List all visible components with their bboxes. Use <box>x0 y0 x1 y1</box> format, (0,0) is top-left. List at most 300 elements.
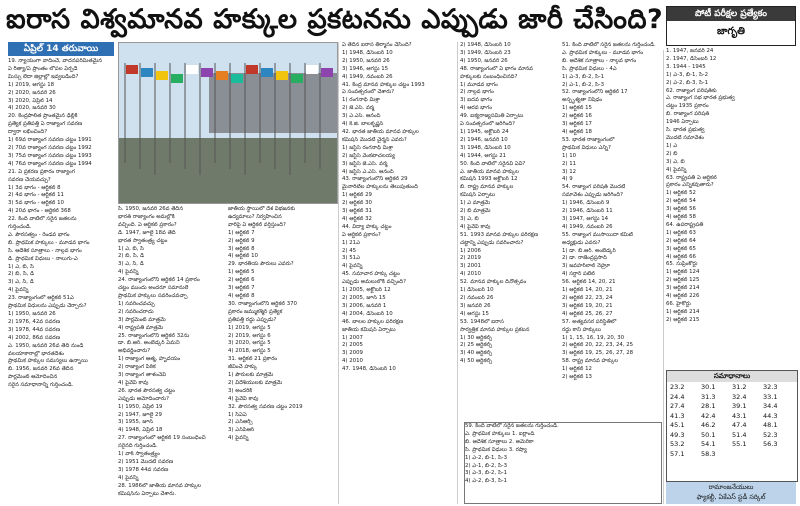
question-line: మైనారిటీల హక్కులను తెలుపుతుంది <box>342 184 418 191</box>
question-line: ఏ తేదీన ఐరాస తీర్మానం చేసింది? <box>342 42 412 48</box>
question-line: 1946 ఏర్పాటు <box>666 119 699 126</box>
question-line: చట్టం 1935 ప్రకారం <box>666 103 709 110</box>
question-line: 4) ఆర్టికల్ 18 <box>562 128 592 135</box>
question-line: 1) ఆర్టికల్ 5 <box>228 269 255 276</box>
question-line: కమిషన్‌ను ఏర్పాటు చేశారు. <box>118 490 177 497</box>
question-line: 3) జస్టిస్ జె.ఎస్. వర్మ <box>342 160 388 167</box>
question-line: సార్వత్రిక మానవ హక్కుల ప్రకటన <box>460 326 530 333</box>
question-line: జీవించే హక్కు <box>228 364 258 371</box>
question-line: 1) ఆర్టికల్ 7 <box>228 229 255 236</box>
question-line: 4) పైవన్నీ <box>118 269 139 276</box>
answer-cell: 24.4 <box>670 392 685 401</box>
question-line: 2) 45 <box>342 247 357 254</box>
question-line: కమిషన్ ఏర్పాటు <box>460 192 496 199</box>
question-line: 43. రాజ్యాంగంలోని ఆర్టికల్ 29 <box>342 176 408 183</box>
question-line: 2) ఆర్టికల్ 215 <box>666 316 700 323</box>
flag <box>246 65 258 74</box>
flag <box>261 68 273 77</box>
question-line: 3) ఆర్టికల్ 8 <box>228 245 255 252</box>
question-line: 2) నవంబర్ 26 <box>460 295 494 301</box>
question-line: 2) ఆర్టికల్ 22, 23, 24 <box>562 295 613 301</box>
answer-cell: 32.4 <box>732 392 747 401</box>
answer-cell: 54.1 <box>701 440 716 448</box>
question-line: ఏ రీత్యా/ఏ ప్రాంతం లోపల ఏర్పడే <box>8 65 78 72</box>
question-line: 2) 1947, జూలై 29 <box>118 411 162 418</box>
column-3 <box>342 42 454 504</box>
question-line: సరైనది గుర్తించండి. <box>118 443 158 450</box>
question-line: ఎ. రాజ్యాంగ సభ భారత ప్రభుత్వ <box>666 95 735 102</box>
answer-cell: 43.1 <box>732 411 747 420</box>
question-line: 3) 1955, జూన్ <box>118 419 154 426</box>
question-line: ఎ. ప్రాథమిక హక్కులు 1. ఐర్లాండ్ <box>465 430 535 437</box>
answers-grid <box>667 382 797 460</box>
question-line: జాతీయ కమిషన్ ఏర్పాటు <box>342 326 396 333</box>
question-line: 3) 2020, ఏప్రిల్ 14 <box>8 97 53 104</box>
question-line: ఉద్యమాలు? నిర్వహించిన <box>228 213 282 220</box>
question-line: 2) విదేశీయులకు మాత్రమే <box>228 379 283 386</box>
question-line: ప్రతిపత్తి రద్దు ఎప్పుడు? <box>228 316 277 323</box>
question-line: 4) ఆరవ భాగం <box>460 105 492 112</box>
question-line: 47. 1948, డిసెంబర్ 10 <box>342 366 396 373</box>
question-line: 2) 1946, జనవరి 10 <box>460 136 508 143</box>
question-line: 4) ఆర్టికల్ 58 <box>666 214 696 221</box>
question-line: 53. భారత రాజ్యాంగంలో <box>562 136 615 143</box>
question-line: 3) 1949, డిసెంబర్ 23 <box>460 49 511 56</box>
question-line: ప్రాథమిక హక్కులు సవరించవచ్చా <box>118 292 188 299</box>
question-line: 42. భారత జాతీయ మానవ హక్కుల <box>342 128 419 135</box>
question-line: 2) ఎ-1, బి-2, సి-3 <box>465 462 507 469</box>
question-line: 57. అత్యవసర పరిస్థితిలో <box>562 318 617 325</box>
question-line: 4) పైవన్నీ <box>118 474 139 481</box>
flag <box>126 65 138 74</box>
question-line: 4) 1950, జనవరి 26 <box>460 57 508 64</box>
question-line: డి. ప్రాథమిక విధులు - నాలుగు-ఎ <box>8 255 78 262</box>
question-line: 1) 69వ రాజ్యాంగ సవరణ చట్టం 1991 <box>8 137 92 144</box>
question-line: 4) ఆర్టికల్ 8 <box>228 292 255 299</box>
question-line: 1) ఎ, బి, సి <box>8 263 34 270</box>
column-1 <box>8 58 116 504</box>
question-line: పార్లమెంట్ ఆమోదించిన <box>8 374 58 381</box>
question-line: 3) 2001 <box>460 263 481 270</box>
question-line: సవరణ చేయవచ్చు? <box>8 176 51 183</box>
question-line: 2) ఆర్టికల్ 16 <box>562 113 592 120</box>
answer-cell: 31.2 <box>732 383 747 391</box>
question-line: 3) పార్లమెంట్ మాత్రమే <box>118 316 166 323</box>
question-line: 1) ఎ, బి, సి <box>118 245 144 252</box>
flag <box>201 68 213 77</box>
flag <box>306 65 318 74</box>
question-line: ఎ. 1950, జనవరి 26వ తేదీ నుండి <box>8 342 84 349</box>
question-line: 52. మానవ హక్కుల దినోత్సవం <box>460 279 527 286</box>
question-line: 4) ఆర్టికల్ 25, 26, 27 <box>562 310 613 317</box>
question-line: 2) బి <box>666 150 678 157</box>
question-line: 1) ఎ <box>666 142 678 149</box>
question-line: చట్టాన్ని ఎప్పుడు సవరించారు? <box>460 239 524 246</box>
column-4 <box>460 42 560 418</box>
badge-top-text: పోటీ పరీక్షల ప్రత్యేకం <box>667 7 795 21</box>
question-line: 66. హైకోర్టు <box>666 301 691 307</box>
question-line: 4) 1949, నవంబర్ 26 <box>342 73 393 80</box>
match-question-box <box>464 422 662 504</box>
question-line: 4) 1948, ఏప్రిల్ 18 <box>118 427 163 434</box>
flag <box>156 71 168 80</box>
question-line: 1) డా. బి.ఆర్. అంబేడ్కర్ <box>562 247 616 254</box>
question-line: బి. ప్రాథమిక హక్కులు - మూడవ భాగం <box>8 239 90 246</box>
question-line: 4) 2010 <box>342 358 363 365</box>
question-line: ప్రకారం జమ్ముకశ్మీర్ ప్రత్యేక <box>228 308 283 315</box>
answer-cell: 52.3 <box>763 430 778 439</box>
question-line: 3) 2006, జనవరి 1 <box>342 302 387 309</box>
question-line: 4) ఆగస్టు 15 <box>460 310 489 317</box>
question-line: 2) 1948, డిసెంబర్ 10 <box>460 42 511 48</box>
question-line: 2) ఆర్టికల్ 54 <box>666 198 696 205</box>
question-line: 4) పైవేవీ కావు <box>118 379 149 386</box>
un-flags-photo <box>118 42 338 204</box>
question-line: 3) ఆర్టికల్ 19, 20, 21 <box>562 302 613 309</box>
question-line: 4) ఎ-2, బి-3, సి-1 <box>465 478 507 485</box>
question-line: 1) ఎ మాత్రమే <box>460 200 491 207</box>
column-5 <box>562 42 662 418</box>
question-line: 1) ఆర్టికల్ 214 <box>666 308 700 315</box>
question-line: 41. కేంద్ర మానవ హక్కుల చట్టం 1993 <box>342 81 425 88</box>
answer-cell: 44.3 <box>763 411 778 420</box>
question-line: గుర్తించండి. <box>8 224 32 231</box>
column-2-left <box>118 206 224 504</box>
question-line: 2) సవరించరాదు <box>118 308 154 315</box>
question-line: ప్రకారం ఎన్నికవుతారు? <box>666 182 714 189</box>
question-line: 23. రాజ్యాంగంలో ఆర్టికల్ 51ఎ <box>8 295 74 302</box>
answer-cell: 58.3 <box>701 449 716 458</box>
question-line: జాతీయ స్థాయిలో దేశ విభజనకు <box>228 206 296 212</box>
question-line: 1) ఎ-3, బి-2, సి-1 <box>562 73 604 80</box>
question-line: 4) పైవన్నీ <box>666 166 687 173</box>
question-line: 2) ఎ-1, బి-2, సి-3 <box>562 81 604 88</box>
question-line: 64. ఉపరాష్ట్రపతి <box>666 221 704 228</box>
question-line: 2) డా. రాజేంద్రప్రసాద్ <box>562 255 607 262</box>
author-name: రామాంజనేయులు <box>708 483 754 491</box>
question-line: 3) 75వ రాజ్యాంగ సవరణ చట్టం 1993 <box>8 152 92 159</box>
question-line: 4) 1944, ఆగస్టు 21 <box>460 152 507 159</box>
question-line: 1) ఆర్టికల్ 52 <box>666 190 696 197</box>
question-line: 1) ఆర్టికల్ 12 <box>562 366 592 373</box>
page-headline: ఐరాస విశ్వమానవ హక్కుల ప్రకటనను ఎప్పుడు జారీ చేసింది? <box>6 4 664 35</box>
question-line: 3) 12 <box>562 168 577 175</box>
question-line: 1) 1945, అక్టోబర్ 24 <box>460 128 509 135</box>
flag <box>141 68 153 77</box>
section-badge <box>666 6 796 46</box>
answer-cell: 45.1 <box>670 421 685 429</box>
question-line: సి. భారత ప్రభుత్వ <box>666 127 705 134</box>
question-line: 2) ఆర్టికల్ 30 <box>342 200 372 207</box>
question-line: 65. సుప్రీంకోర్టు <box>666 261 698 268</box>
question-line: 2) ఎ-2, బి-3, సి-1 <box>666 79 708 86</box>
question-line: సమావేశం ఎప్పుడు జరిగింది? <box>562 192 623 199</box>
question-line: 24. రాజ్యాంగంలోని ఆర్టికల్ 14 ప్రకారం <box>118 277 200 284</box>
question-line: 2) ఆర్టికల్ 125 <box>666 277 700 284</box>
question-line: 3) ఆర్టికల్ 65 <box>666 245 696 252</box>
column-divider <box>457 42 458 504</box>
question-line: 2) 11 <box>562 160 577 167</box>
question-line: అస్పృశ్యతా నిషేధం <box>562 97 603 104</box>
flag <box>216 71 228 80</box>
question-line: 2) 1951 మొదటి సవరణ <box>118 459 174 465</box>
question-line: 3) ఆర్టికల్ 31 <box>342 208 372 215</box>
question-line: 1) 30 ఆర్టికల్స్ <box>460 334 493 341</box>
question-line: 1) 2007 <box>342 334 363 341</box>
question-line: 1) ఆర్టికల్ 124 <box>666 269 700 276</box>
question-line: 3) ఎ, సి, డి <box>8 279 34 286</box>
question-line: 2) 1946, డిసెంబర్ 11 <box>562 208 613 215</box>
question-line: 4) 2002, 86వ సవరణ <box>8 334 61 341</box>
answer-cell: 39.1 <box>732 402 747 410</box>
question-line: 1) డిసెంబర్ 10 <box>460 287 494 294</box>
question-line: ప్రత్యేక ప్రతిపత్తి ఏ రాజ్యాంగ సవరణ <box>8 121 83 128</box>
question-line: బి. రాష్ట్ర మానవ హక్కుల <box>460 184 514 191</box>
question-line: ప్రాథమిక విధులు ఎన్ని? <box>562 144 611 151</box>
question-line: 1) 1, 15, 16, 19, 20, 30 <box>562 334 625 341</box>
question-line: ఏ ఆర్టికల్ ప్రకారం? <box>342 231 381 238</box>
answer-cell: 32.3 <box>763 383 778 391</box>
question-line: 1) ఆర్టికల్ 15 <box>562 105 592 112</box>
question-line: 1) మూడవ భాగం <box>460 81 498 88</box>
answer-cell: 50.1 <box>701 430 716 439</box>
answer-cell: 56.3 <box>763 440 778 448</box>
question-line: 1) 1948, డిసెంబర్ 10 <box>342 49 393 56</box>
question-line: 4) 76వ రాజ్యాంగ సవరణ చట్టం 1994 <box>8 160 92 167</box>
question-line: 4) 2010 <box>460 271 481 278</box>
flag <box>231 74 243 83</box>
question-line: 1) ఆర్టికల్ 29 <box>342 192 372 199</box>
question-line: 2) ఆర్టికల్ 9 <box>228 237 255 244</box>
question-line: 1) పౌరులకు మాత్రమే <box>228 372 274 379</box>
answer-cell: 47.4 <box>732 421 747 429</box>
answer-cell: 53.2 <box>670 440 685 448</box>
question-line: 63. రాష్ట్రపతి ఏ ఆర్టికల్ <box>666 174 717 181</box>
question-line: 3) 1946, ఆగస్టు 15 <box>342 65 389 72</box>
question-line: 4) ఆర్టికల్ 10 <box>228 253 258 260</box>
question-line: 49. ఐక్యరాజ్యసమితి ఏర్పాటు <box>460 113 524 120</box>
question-line: సి. ప్రాథమిక విధులు - 4ఎ <box>562 65 617 72</box>
column-6 <box>666 48 796 366</box>
question-line: భారత స్వాతంత్ర్య చట్టం <box>118 237 168 244</box>
question-line: భారత్ రాజ్యాంగం అమల్లోకి <box>118 213 175 220</box>
question-line: 2) రాజ్యాంగ పీఠిక <box>118 364 156 371</box>
question-line: 2) బి, సి, డి <box>8 271 35 278</box>
question-line: 4) జస్టిస్ ఎ.ఎస్. ఆనంద్ <box>342 168 394 175</box>
question-line: 3) ఎ, బి <box>666 158 685 165</box>
question-line: 3) ఎ, బి <box>460 215 479 222</box>
question-line: 1) 21ఎ <box>342 239 360 246</box>
flag <box>291 74 303 83</box>
question-line: 2) 2020, జనవరి 26 <box>8 89 56 96</box>
author-affiliation: ఫ్యాకల్టీ, ఏకేఎస్ స్టడీ సర్కిల్ <box>696 493 766 501</box>
question-line: 1) 2005, అక్టోబర్ 12 <box>342 287 391 294</box>
answer-cell: 31.3 <box>701 392 716 401</box>
question-line: 50. కింది వాటిలో సరైనవి ఏవి? <box>460 160 526 167</box>
question-line: 4) ఆర్టికల్ 66 <box>666 253 696 260</box>
question-line: 1) 2006 <box>460 247 481 254</box>
question-line: 4) పైవేవీ కావు <box>228 395 259 402</box>
question-line: 59. కింది వాటిలో సరైన జతలను గుర్తించండి. <box>465 423 559 429</box>
question-line: 22. కింది వాటిలో సరైన జతలను <box>8 216 77 223</box>
question-line: 1) 10 <box>562 152 577 159</box>
question-line: ప్రాథమిక హక్కుల సమస్యలు ఉన్నాయి <box>8 358 88 365</box>
question-line: 2) 2019 <box>460 255 481 262</box>
question-line: 1) సవరించవచ్చు <box>118 300 155 307</box>
question-line: 4) 2018, ఆగస్టు 5 <box>228 348 271 355</box>
question-line: వారిపై ఏ ఆర్టికల్ వర్తిస్తుంది? <box>228 221 286 228</box>
question-line: 27. రాజ్యాంగంలో ఆర్టికల్ 19 సంబంధించి <box>118 435 206 442</box>
column-divider <box>338 42 339 504</box>
question-line: 1) జస్టిస్ రంగనాథ్ మిశ్రా <box>342 144 394 151</box>
question-line: 3) 1948, డిసెంబర్ 10 <box>460 144 511 151</box>
question-line: 3) 2009 <box>342 350 363 357</box>
question-line: 53. 1948లో ఐరాస <box>460 318 504 325</box>
author-credit <box>666 482 796 504</box>
answer-cell: 55.1 <box>732 440 747 448</box>
flag <box>186 65 198 74</box>
question-line: 20. కేంద్రపాలిత ప్రాంతమైన ఢిల్లీకి <box>8 113 78 120</box>
question-line: 2. 1947, డిసెంబర్ 12 <box>666 55 717 62</box>
answer-cell: 48.1 <box>763 421 778 429</box>
flag <box>276 71 288 80</box>
question-line: 2) 1976, 42వ సవరణ <box>8 318 61 325</box>
question-line: 1) రంగనాథ్ మిశ్రా <box>342 97 380 104</box>
badge-bottom-text: జాగృతి <box>716 26 745 37</box>
question-line: 1) ఆర్టికల్ 63 <box>666 229 696 236</box>
question-line: 4) 2020, జనవరి 30 <box>8 105 56 112</box>
question-line: 1) 1950, జనవరి 26 <box>8 311 56 317</box>
question-line: 48. రాజ్యాంగంలో ఏ భాగం మానవ <box>460 65 533 72</box>
question-line: 2) జె.ఎస్. వర్మ <box>342 105 375 112</box>
question-line: 1) ఎ-2, బి-1, సి-3 <box>465 454 507 461</box>
question-line: వచ్చింది. ఏ ఆర్టికల్ ప్రకారం? <box>118 221 177 228</box>
question-line: 3) ఎ, సి, డి <box>118 261 144 268</box>
question-line: డా. బి.ఆర్. అంబేడ్కర్ ఏమని <box>118 340 180 347</box>
question-line: 25. రాజ్యాంగంలోని ఆర్టికల్ 32ను <box>118 332 190 339</box>
question-line: 4) 20వ భాగం - ఆర్టికల్ 368 <box>8 208 71 215</box>
question-line: 46. బాలల హక్కుల పరిరక్షణ <box>342 318 404 325</box>
question-line: 4) పైవన్నీ <box>8 287 29 294</box>
question-line: 3) జనవరి 26 <box>460 302 491 309</box>
question-line: బి. ఆదేశిక సూత్రాలు - నాల్గవ భాగం <box>562 57 637 64</box>
question-line: 1) 3వ భాగం - ఆర్టికల్ 8 <box>8 184 61 191</box>
question-line: 1) 2019, ఆగస్టు 5 <box>228 324 271 331</box>
question-line: 1. 1947, జనవరి 24 <box>666 48 714 54</box>
answer-cell: 33.1 <box>763 392 778 401</box>
question-line: 3) 1978 44వ సవరణ <box>118 466 169 473</box>
answer-cell: 46.2 <box>701 421 716 429</box>
question-line: 54. రాజ్యాంగ పరిషత్ మొదటి <box>562 184 626 191</box>
question-line: సి. 1950, జనవరి 26వ తేదీన <box>118 206 184 212</box>
question-line: 3) రాజ్యాంగ తాళంచెవి <box>118 372 166 379</box>
question-line: 2) 25 ఆర్టికల్స్ <box>460 342 493 349</box>
column-divider <box>663 50 664 504</box>
question-line: 2) 2005 <box>342 342 363 349</box>
question-line: ఏ సంవత్సరంలో జరిగింది? <box>460 121 516 128</box>
question-line: ఎ. పౌరసత్వం - రెండవ భాగం <box>8 231 70 238</box>
question-line: బి. రాజ్యాంగ పరిషత్ <box>666 111 710 118</box>
question-line: 3) 51ఎ <box>342 255 360 262</box>
question-line: 30. రాజ్యాంగంలోని ఆర్టికల్ 370 <box>228 300 297 307</box>
question-line: 31. ఆర్టికల్ 21 ప్రకారం <box>228 356 278 363</box>
question-line: వలయాకారాల్లో భారతదేశం <box>8 350 65 357</box>
question-line: ద్వారా లభించింది? <box>8 129 48 136</box>
question-line: 1) 1950, ఏప్రిల్ 19 <box>118 403 163 410</box>
question-line: హక్కులకు సంబంధించినది? <box>460 73 518 80</box>
question-line: ఎ. ప్రాథమిక హక్కులు - మూడవ భాగం <box>562 49 644 56</box>
flag <box>171 74 183 83</box>
answers-box <box>666 370 798 482</box>
question-line: 26. భారత పౌరసత్వ చట్టం <box>118 387 175 394</box>
question-line: 3. 1944 - 1945 <box>666 63 706 70</box>
answers-heading: సమాధానాలు <box>667 371 797 382</box>
continuation-tag: ఏప్రిల్ 14 తరువాయి <box>8 42 114 56</box>
question-line: 3) ఎన్‌పీఆర్ <box>228 427 255 434</box>
question-line: 62. రాజ్యాంగ పరిషత్‌కు <box>666 87 717 94</box>
question-line: 1) ఆర్టికల్ 14, 20, 21 <box>562 287 613 294</box>
answer-cell: 57.1 <box>670 449 685 458</box>
question-line: ఎప్పుడు అమలులోకి వచ్చింది? <box>342 279 406 286</box>
question-line: డి. 1947, జూలై 18వ తేదీ <box>118 229 176 236</box>
question-line: 4) కె.జి. బాలకృష్ణన్ <box>342 121 384 128</box>
question-line: 2) ఎన్ఆర్సీ <box>228 419 253 426</box>
answer-cell: 42.4 <box>701 411 716 420</box>
question-line: 3) ఎ-3, బి-2, సి-1 <box>465 470 507 477</box>
question-line: 3) ఐదవ భాగం <box>460 97 493 104</box>
question-line: 58. రాష్ట్ర మానవ హక్కుల <box>562 358 619 365</box>
question-line: 45. సమాచార హక్కు చట్టం <box>342 271 400 278</box>
question-line: 21. ఏ ప్రకరణ ప్రకారం రాజ్యాంగ <box>8 168 75 175</box>
question-line: అభివర్ణించారు? <box>118 348 151 355</box>
question-line: 19. న్యాయంగా వాదించే, వాదనపరిమితమైన <box>8 58 103 64</box>
question-line: 2) 70వ రాజ్యాంగ సవరణ చట్టం 1992 <box>8 144 92 151</box>
question-line: 3) అందరికీ <box>228 387 253 394</box>
question-line: సి. ఆదేశిక సూత్రాలు - నాల్గవ భాగం <box>8 247 82 254</box>
question-line: 2) నాల్గవ భాగం <box>460 89 494 96</box>
question-line: 4) పైవేవీ కావు <box>460 223 491 230</box>
question-line: 44. విద్యా హక్కు చట్టం <box>342 223 392 230</box>
question-line: 55. రాజ్యాంగ ముసాయిదా కమిటీ <box>562 231 633 238</box>
question-line: 3) ఆర్టికల్ 17 <box>562 121 592 128</box>
question-line: అధ్యక్షుడు ఎవరు? <box>562 239 601 246</box>
question-line: 29. భారతీయ పౌరులు ఎవరు? <box>228 261 294 268</box>
question-line: 4) ఆర్టికల్ 226 <box>666 293 700 300</box>
question-line: 3) 5వ భాగం - ఆర్టికల్ 10 <box>8 200 64 207</box>
question-line: ఏ సంవత్సరంలో చేశారు? <box>342 89 395 96</box>
answer-cell: 49.3 <box>670 430 685 439</box>
question-line: 3) 1947, ఆగస్టు 14 <box>562 215 609 222</box>
question-line: 4) రాష్ట్రపతి మాత్రమే <box>118 324 164 331</box>
question-line: సి. ప్రాథమిక విధులు 3. రష్యా <box>465 446 527 453</box>
question-line: చట్టం ముందు అందరూ సమానులే <box>118 285 189 292</box>
question-line: 3) 40 ఆర్టికల్స్ <box>460 350 493 357</box>
question-line: ప్రాథమిక విధులను ఎప్పుడు చేర్చారు? <box>8 303 87 310</box>
question-line: 51. 1993 మానవ హక్కుల పరిరక్షణ <box>460 231 539 238</box>
question-line: రద్దు కాని హక్కులు <box>562 326 601 333</box>
question-line: సరైన సమాధానాన్ని గుర్తించండి. <box>8 382 74 389</box>
question-line: 1) 1946, డిసెంబర్ 9 <box>562 200 610 207</box>
answer-cell: 27.4 <box>670 402 685 410</box>
question-line: కమిషన్ 1993 అక్టోబర్ 12 <box>460 176 518 183</box>
question-line: 1) రాజ్యాంగ ఆత్మ, హృదయం <box>118 356 181 363</box>
question-line: 3) 1978, 44వ సవరణ <box>8 326 61 333</box>
question-line: 2) బి మాత్రమే <box>460 208 491 215</box>
question-line: 2) 1950, జనవరి 26 <box>342 57 390 64</box>
question-line: 3) ఆర్టికల్ 7 <box>228 285 255 292</box>
question-line: 56. ఆర్టికల్ 14, 20, 21 <box>562 279 616 286</box>
question-line: 1) సిఏఏ <box>228 411 247 418</box>
